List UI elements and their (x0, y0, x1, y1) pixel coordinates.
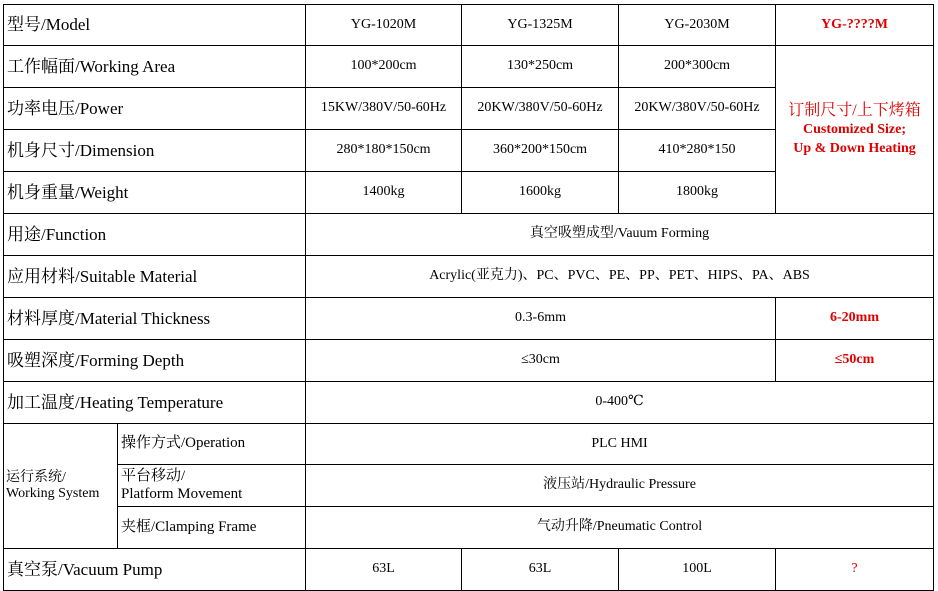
power-label: 功率电压/Power (4, 88, 306, 130)
depth-label: 吸塑深度/Forming Depth (4, 340, 306, 382)
temperature-value: 0-400℃ (306, 382, 934, 424)
row-thickness (4, 298, 934, 340)
spec-table (3, 4, 934, 591)
thickness-value: 0.3-6mm (306, 298, 776, 340)
platform-label-cn: 平台移动/ (121, 468, 186, 485)
dimension-2: 360*200*150cm (462, 130, 619, 172)
vacuum-pump-2: 63L (462, 549, 619, 591)
working-system-label-en: Working System (6, 486, 100, 501)
depth-value: ≤30cm (306, 340, 776, 382)
working-system-label-cn: 运行系统/ (6, 469, 66, 485)
row-material (4, 256, 934, 298)
working-area-1: 100*200cm (306, 46, 462, 88)
row-model (4, 5, 934, 46)
power-1: 15KW/380V/50-60Hz (306, 88, 462, 130)
temperature-label: 加工温度/Heating Temperature (4, 382, 306, 424)
model-2: YG-1325M (462, 5, 619, 46)
custom-note-en2: Up & Down Heating (793, 141, 916, 157)
row-vacuum-pump (4, 549, 934, 591)
row-temperature (4, 382, 934, 424)
thickness-custom: 6-20mm (776, 298, 934, 340)
vacuum-pump-3: 100L (619, 549, 776, 591)
function-label: 用途/Function (4, 214, 306, 256)
clamping-label: 夹框/Clamping Frame (118, 507, 306, 549)
vacuum-pump-custom: ? (776, 549, 934, 591)
material-value: Acrylic(亚克力)、PC、PVC、PE、PP、PET、HIPS、PA、ABS (306, 256, 934, 298)
depth-custom: ≤50cm (776, 340, 934, 382)
custom-note-cn: 订制尺寸/上下烤箱 (788, 101, 921, 119)
row-function (4, 214, 934, 256)
row-operation (4, 424, 934, 465)
row-depth (4, 340, 934, 382)
custom-note (776, 46, 934, 214)
working-area-3: 200*300cm (619, 46, 776, 88)
working-area-2: 130*250cm (462, 46, 619, 88)
dimension-3: 410*280*150 (619, 130, 776, 172)
dimension-1: 280*180*150cm (306, 130, 462, 172)
weight-1: 1400kg (306, 172, 462, 214)
power-2: 20KW/380V/50-60Hz (462, 88, 619, 130)
working-system-label (4, 424, 118, 549)
row-clamping (4, 507, 934, 549)
model-custom: YG-????M (776, 5, 934, 46)
row-working-area (4, 46, 934, 88)
material-label: 应用材料/Suitable Material (4, 256, 306, 298)
platform-label-en: Platform Movement (121, 485, 243, 502)
operation-label: 操作方式/Operation (118, 424, 306, 465)
power-3: 20KW/380V/50-60Hz (619, 88, 776, 130)
model-label: 型号/Model (4, 5, 306, 46)
operation-value: PLC HMI (306, 424, 934, 465)
weight-2: 1600kg (462, 172, 619, 214)
thickness-label: 材料厚度/Material Thickness (4, 298, 306, 340)
platform-label (118, 465, 306, 507)
platform-value: 液压站/Hydraulic Pressure (306, 465, 934, 507)
function-value: 真空吸塑成型/Vauum Forming (306, 214, 934, 256)
model-1: YG-1020M (306, 5, 462, 46)
weight-3: 1800kg (619, 172, 776, 214)
model-3: YG-2030M (619, 5, 776, 46)
custom-note-en1: Customized Size; (802, 122, 907, 138)
vacuum-pump-label: 真空泵/Vacuum Pump (4, 549, 306, 591)
vacuum-pump-1: 63L (306, 549, 462, 591)
dimension-label: 机身尺寸/Dimension (4, 130, 306, 172)
working-area-label: 工作幅面/Working Area (4, 46, 306, 88)
weight-label: 机身重量/Weight (4, 172, 306, 214)
clamping-value: 气动升降/Pneumatic Control (306, 507, 934, 549)
row-platform (4, 465, 934, 507)
